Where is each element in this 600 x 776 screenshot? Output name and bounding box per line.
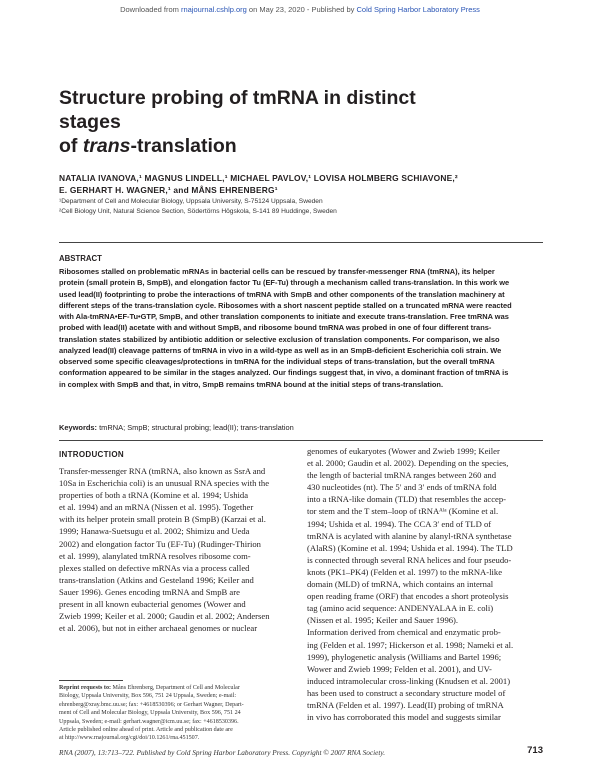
journal-citation: RNA (2007), 13:713–722. Published by Cold Spring Harbor Laboratory Press. Copyright © 2007 RNA Society. xyxy=(59,748,386,757)
introduction-heading: INTRODUCTION xyxy=(59,450,124,459)
author-list: NATALIA IVANOVA,¹ MAGNUS LINDELL,¹ MICHAEL PAVLOV,¹ LOVISA HOLMBERG SCHIAVONE,² E. GERHART H. WAGNER,¹ and MÅNS EHRENBERG¹ xyxy=(59,173,458,195)
article-title: Structure probing of tmRNA in distinct stages of trans-translation xyxy=(59,87,416,157)
page-number: 713 xyxy=(527,745,543,756)
header-divider xyxy=(59,242,543,243)
journal-site-link[interactable]: rnajournal.cshlp.org xyxy=(180,5,247,14)
correspondence-footnote: Reprint requests to: Måns Ehrenberg, Department of Cell and Molecular Biology, Uppsala University, Box 596, 751 24 Uppsala, Sweden; e-mail: ehrenberg@xray.bmc.uu.se; fax: +4618530396; or Gerhart Wagner, Depart- ment of Cell and Molecular Biology, Uppsala University, Box 596, 751 24 Uppsala, Sweden; e-mail: gerhart.wagner@icm.uu.se; fax: +4618530396. Article published online ahead of print. Article and publication date are at http://www.rnajournal.org/cgi/doi/10.1261/rna.451507. xyxy=(59,685,244,742)
affiliations: ¹Department of Cell and Molecular Biology, Uppsala University, S-75124 Uppsala, Sweden ²Cell Biology Unit, Natural Science Section, Södertörns Högskola, S-141 89 Huddinge, Sweden xyxy=(59,198,337,215)
intro-left-column: Transfer-messenger RNA (tmRNA, also known as SsrA and 10Sa in Escherichia coli) is an unusual RNA species with the properties of both a tRNA (Komine et al. 1994; Ushida et al. 1994) and an mRNA (Nissen et al. 1995). Together with its helper protein small protein B (SmpB) (Karzai et al. 1999; Hanawa-Suetsugu et al. 2002; Shimizu and Ueda 2002) and elongation factor Tu (EF-Tu) (Rudinger-Thirion et al. 1999), alanylated tmRNA resolves ribosome com- plexes stalled on defective mRNAs via a process called trans-translation (Atkins and Gesteland 1996; Keiler and Sauer 1996). Genes encoding tmRNA and SmpB are present in all known eubacterial genomes (Wower and Zwieb 1999; Keiler et al. 2000; Gaudin et al. 2002; Andersen et al. 2006), but not in either archaeal genomes or nuclear xyxy=(59,466,270,634)
abstract-heading: ABSTRACT xyxy=(59,254,102,263)
abstract-body: Ribosomes stalled on problematic mRNAs in bacterial cells can be rescued by transfer-messenger RNA (tmRNA), its helper protein (small protein B, SmpB), and elongation factor Tu (EF-Tu) through a mechanism called trans-translation. In this work we used lead(II) footprinting to probe the interactions of tmRNA with SmpB and other components of the translation machinery at different steps of the trans-translation cycle. Ribosomes with a short nascent peptide stalled on a truncated mRNA were reacted with Ala-tmRNA•EF-Tu•GTP, SmpB, and other translation components to initiate and execute trans-translation. Free tmRNA was probed with lead(II) acetate with and without SmpB, and ribosome bound tmRNA was probed in one of four different trans- translation states stabilized by antibiotic addition or selective exclusion of translation components. For comparison, we also analyzed lead(II) cleavage patterns of tmRNA in vivo in a wild-type as well as in an SmpB-deficient Escherichia coli strain. We observed some specific cleavages/protections in tmRNA for the individual steps of trans-translation, but the overall tmRNA conformation appeared to be similar in the stages analyzed. Our findings suggest that, in vivo, a dominant fraction of tmRNA is in complex with SmpB and that, in vitro, SmpB remains tmRNA bound at the initial steps of trans-translation. xyxy=(59,267,512,389)
footnote-divider xyxy=(59,680,123,681)
keywords: Keywords: tmRNA; SmpB; structural probing; lead(II); trans-translation xyxy=(59,423,294,432)
publisher-link[interactable]: Cold Spring Harbor Laboratory Press xyxy=(356,5,480,14)
download-banner: Downloaded from rnajournal.cshlp.org on May 23, 2020 - Published by Cold Spring Harbor Laboratory Press xyxy=(120,5,480,14)
intro-right-column: genomes of eukaryotes (Wower and Zwieb 1999; Keiler et al. 2000; Gaudin et al. 2002). Depending on the species, the length of bacterial tmRNA ranges between 260 and 430 nucleotides (nt). The 5′ and 3′ ends of tmRNA fold into a tRNA-like domain (TLD) that resembles the accep- tor stem and the T stem–loop of tRNAᴬˡᵃ (Komine et al. 1994; Ushida et al. 1994). The CCA 3′ end of TLD of tmRNA is acylated with alanine by alanyl-tRNA synthetase (AlaRS) (Komine et al. 1994; Ushida et al. 1994). The TLD is connected through several RNA helices and four pseudo- knots (PK1–PK4) (Felden et al. 1997) to the mRNA-like domain (MLD) of tmRNA, which contains an internal open reading frame (ORF) that encodes a short proteolysis tag (amino acid sequence: ANDENYALAA in E. coli) (Nissen et al. 1995; Keiler and Sauer 1996). Information derived from chemical and enzymatic prob- ing (Felden et al. 1997; Hickerson et al. 1998; Nameki et al. 1999), phylogenetic analysis (Williams and Bartel 1996; Wower and Zwieb 1999; Felden et al. 2001), and UV- induced intramolecular cross-linking (Knudsen et al. 2001) has been used to construct a secondary structure model of tmRNA (Felden et al. 1997). Lead(II) probing of tmRNA in vivo has corroborated this model and suggests similar xyxy=(307,446,514,723)
abstract-divider xyxy=(59,440,543,441)
